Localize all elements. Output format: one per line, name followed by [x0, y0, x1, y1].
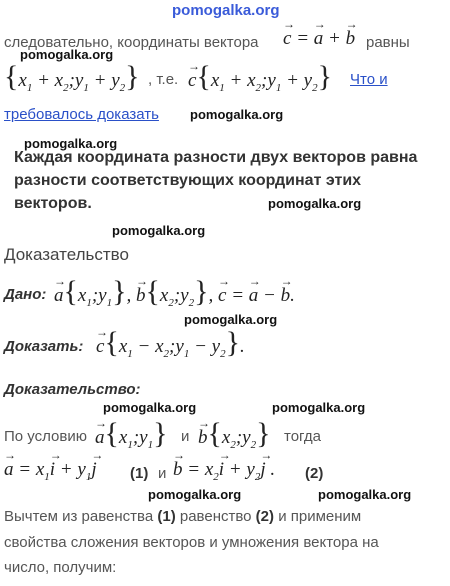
and-text: и: [181, 428, 190, 445]
decomposition-b: → $b = x_2\to i + y_2\to j$ .: [173, 459, 275, 483]
prove-label: Доказать:: [4, 338, 84, 355]
sum-coordinates-formula: {$x_1$ + $x_2;y_1 + y_2$}: [4, 60, 140, 94]
proof-heading: Доказательство: [4, 245, 129, 264]
vector-sum-formula: → c = → a + → b: [283, 28, 355, 50]
then-text: тогда: [284, 428, 321, 445]
watermark: pomogalka.org: [318, 487, 412, 502]
condition-text: По условию: [4, 428, 87, 445]
vector-c-coordinates: → $c\{x_1$ + $x_2;y_1 + y_2$}: [188, 62, 332, 94]
te-text: , т.е.: [148, 71, 179, 88]
qed-link[interactable]: Что и: [350, 71, 388, 88]
given-label: Дано:: [4, 286, 47, 303]
intro-text: следовательно, координаты вектора: [4, 34, 259, 51]
watermark: pomogalka.org: [20, 47, 114, 62]
equation-number-1: (1): [130, 465, 149, 482]
equation-number-2: (2): [305, 465, 324, 482]
given-formula: → $a\{x_1;y_1\}$, → $b\{x_2;y_2\}$, → c = → a − → b.: [54, 277, 295, 309]
theorem-statement: Каждая координата разности двух векторов равна разности соответствующих координат этих векторов.: [14, 149, 418, 212]
watermark: pomogalka.org: [272, 400, 366, 415]
decomposition-a: → $a = x_1\to i + y_1\to j$: [4, 459, 97, 483]
watermark: pomogalka.org: [184, 312, 278, 327]
and-text: и: [158, 465, 167, 482]
watermark-top: pomogalka.org: [172, 2, 280, 19]
final-text-line1: Вычтем из равенства (1) равенство (2) и применим: [4, 508, 362, 525]
vector-b-coordinates: → $b\{x_2;y_2\}$: [198, 419, 271, 451]
watermark: pomogalka.org: [268, 196, 362, 211]
watermark: pomogalka.org: [148, 487, 242, 502]
final-text-line2: свойства сложения векторов и умножения вектора на: [4, 534, 379, 551]
final-text-line3: число, получим:: [4, 559, 117, 576]
vector-a-coordinates: → $a\{x_1;y_1\}$: [95, 419, 168, 451]
watermark: pomogalka.org: [190, 107, 284, 122]
watermark: pomogalka.org: [112, 223, 206, 238]
watermark: pomogalka.org: [24, 136, 118, 151]
equals-word: равны: [366, 34, 410, 51]
watermark: pomogalka.org: [103, 400, 197, 415]
proof-label: Доказательство:: [4, 381, 141, 398]
qed-link-continued[interactable]: требовалось доказать: [4, 106, 159, 123]
prove-formula: → $c\{x_1$ − $x_2;y_1 - y_2$}.: [96, 328, 245, 360]
